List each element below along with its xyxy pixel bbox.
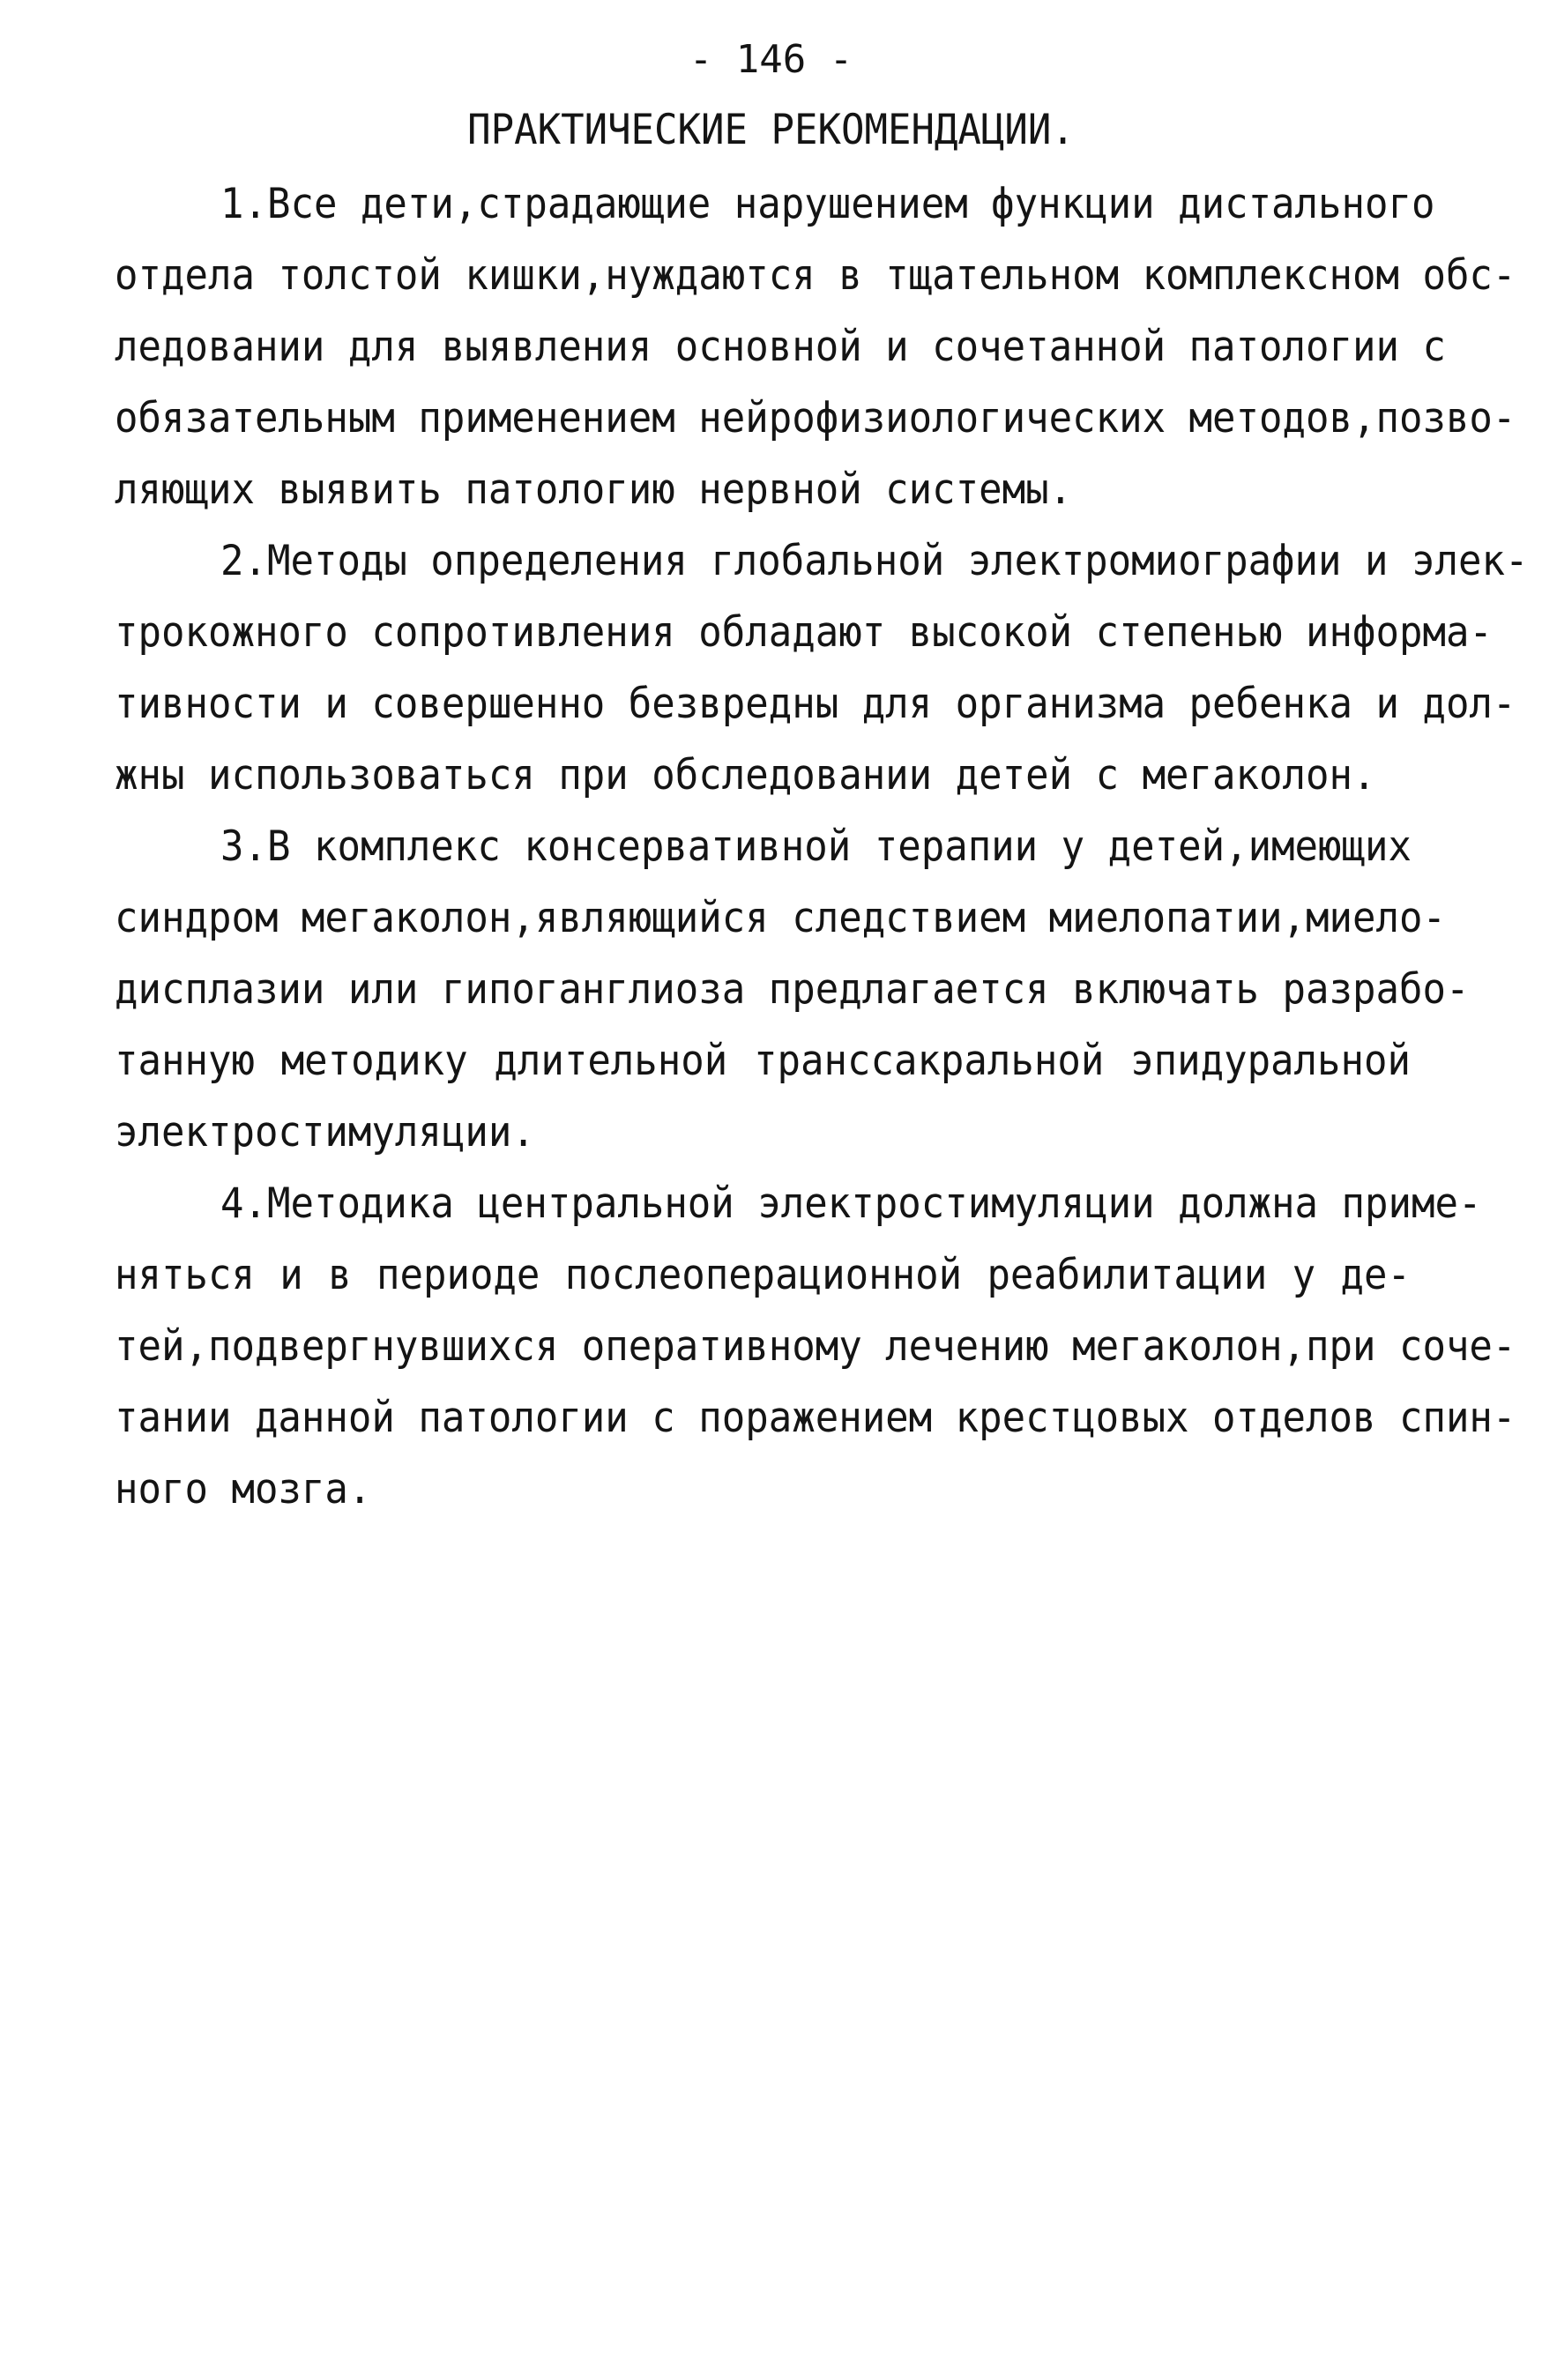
text-line: обязательным применением нейрофизиологических методов,позво-	[115, 393, 1516, 443]
text-line: няться и в периоде послеоперационной реабилитации у де-	[115, 1250, 1411, 1299]
text-line: тей,подвергнувшихся оперативному лечению мегаколон,при соче-	[115, 1321, 1516, 1371]
text-line: электростимуляции.	[115, 1107, 535, 1157]
text-line: ляющих выявить патологию нервной системы.	[115, 465, 1073, 514]
text-line: 1.Все дети,страдающие нарушением функции дистального	[220, 179, 1435, 228]
page-number: - 146 -	[689, 37, 853, 82]
text-line: ледовании для выявления основной и сочетанной патологии с	[115, 322, 1446, 371]
text-line: дисплазии или гипоганглиоза предлагается включать разрабо-	[115, 964, 1470, 1014]
text-line: 2.Методы определения глобальной электромиографии и элек-	[220, 536, 1529, 585]
text-line: синдром мегаколон,являющийся следствием миелопатии,миело-	[115, 893, 1446, 942]
text-line: 4.Методика центральной электростимуляции должна приме-	[220, 1179, 1482, 1228]
text-line: тивности и совершенно безвредны для организма ребенка и дол-	[115, 679, 1516, 728]
text-line: тании данной патологии с поражением крестцовых отделов спин-	[115, 1393, 1516, 1442]
text-line: танную методику длительной транссакральной эпидуральной	[115, 1036, 1411, 1085]
text-line: жны использоваться при обследовании детей с мегаколон.	[115, 750, 1376, 800]
text-line: отдела толстой кишки,нуждаются в тщательном комплексном обс-	[115, 250, 1516, 300]
text-line: ного мозга.	[115, 1464, 372, 1514]
text-line: трокожного сопротивления обладают высокой степенью информа-	[115, 607, 1493, 657]
text-line: 3.В комплекс консервативной терапии у детей,имеющих	[220, 822, 1412, 871]
page-heading: ПРАКТИЧЕСКИЕ РЕКОМЕНДАЦИИ.	[467, 105, 1075, 154]
